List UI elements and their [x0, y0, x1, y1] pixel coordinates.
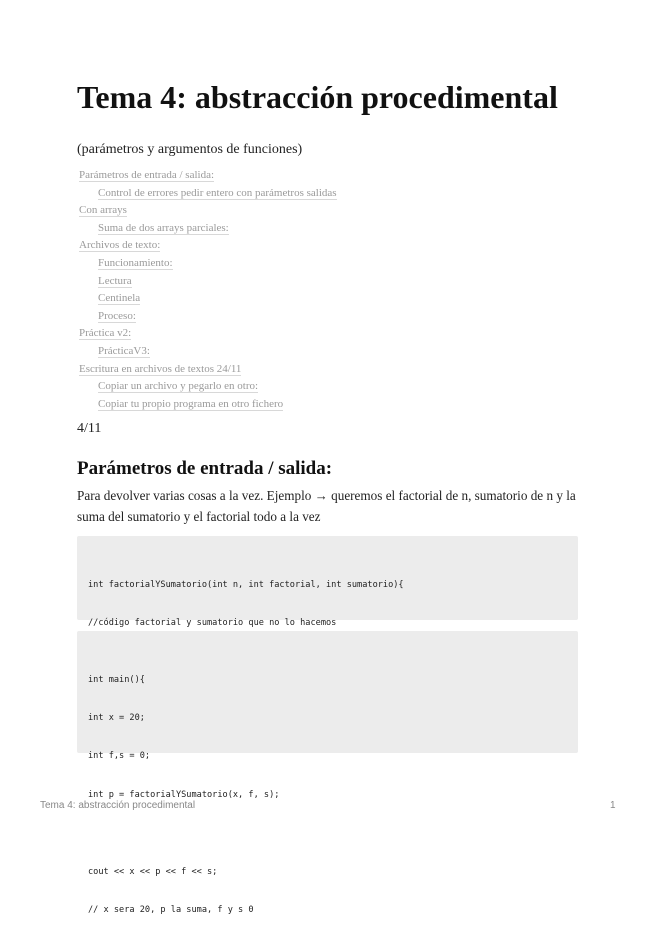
code-line: //código factorial y sumatorio que no lo hacemos: [88, 617, 337, 628]
code-line: int p = factorialYSumatorio(x, f, s);: [88, 789, 280, 800]
date-label: 4/11: [77, 421, 102, 436]
toc-link[interactable]: Suma de dos arrays parciales:: [98, 221, 229, 234]
toc-item[interactable]: [79, 220, 559, 238]
toc-link[interactable]: PrácticaV3:: [98, 344, 150, 357]
toc-item[interactable]: [79, 396, 559, 414]
code-line: int x = 20;: [88, 712, 145, 723]
toc-item[interactable]: [79, 361, 559, 379]
toc-link[interactable]: Proceso:: [98, 309, 136, 322]
section-heading: Parámetros de entrada / salida:: [77, 458, 333, 479]
toc-item[interactable]: [79, 237, 559, 255]
page-number: 1: [610, 800, 616, 811]
code-line: int main(){: [88, 674, 145, 685]
toc-link[interactable]: Copiar un archivo y pegarlo en otro:: [98, 380, 259, 393]
toc-item[interactable]: [79, 290, 559, 308]
toc-link[interactable]: Copiar tu propio programa en otro fichero: [98, 397, 284, 410]
code-line: int f,s = 0;: [88, 751, 151, 762]
toc-item[interactable]: [79, 273, 559, 291]
table-of-contents: [79, 167, 559, 413]
page-subtitle: (parámetros y argumentos de funciones): [77, 142, 303, 157]
toc-item[interactable]: [79, 343, 559, 361]
code-line: int factorialYSumatorio(int n, int factorial, int sumatorio){: [88, 579, 404, 590]
toc-item[interactable]: [79, 325, 559, 343]
code-block: [77, 536, 578, 628]
toc-link[interactable]: Parámetros de entrada / salida:: [79, 169, 215, 181]
toc-item[interactable]: [79, 255, 559, 273]
page-title: Tema 4: abstracción procedimental: [77, 79, 558, 115]
toc-link[interactable]: Con arrays: [79, 204, 127, 217]
toc-item[interactable]: [79, 202, 559, 220]
toc-link[interactable]: Archivos de texto:: [79, 239, 161, 252]
code-line: cout << x << p << f << s;: [88, 866, 218, 877]
code-line: // x sera 20, p la suma, f y s 0: [88, 904, 254, 915]
toc-link[interactable]: Escritura en archivos de textos 24/11: [79, 362, 242, 375]
toc-link[interactable]: Lectura: [98, 274, 132, 287]
toc-item[interactable]: [79, 378, 559, 396]
toc-item[interactable]: [79, 167, 559, 185]
toc-item[interactable]: [79, 308, 559, 326]
code-line: [88, 827, 567, 840]
toc-item[interactable]: [79, 185, 559, 203]
toc-link[interactable]: Funcionamiento:: [98, 256, 173, 269]
toc-link[interactable]: Práctica v2:: [79, 327, 132, 340]
footer-title: Tema 4: abstracción procedimental: [40, 800, 196, 811]
toc-link[interactable]: Control de errores pedir entero con parámetros salidas: [98, 186, 337, 199]
toc-link[interactable]: Centinela: [98, 292, 141, 305]
section-paragraph: Para devolver varias cosas a la vez. Ejemplo → queremos el factorial de n, sumatorio de n y la suma del sumatorio y el factorial todo a la vez: [77, 488, 576, 524]
